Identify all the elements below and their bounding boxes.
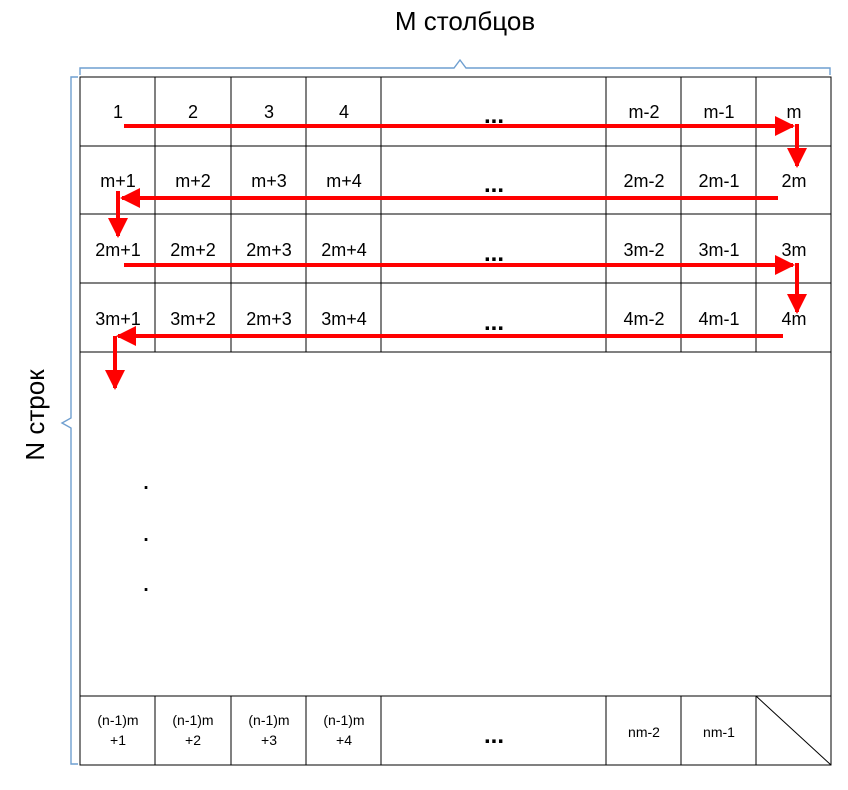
cell-r4-c4: 3m+4 (321, 309, 367, 329)
columns-title: M столбцов (394, 6, 536, 36)
cell-last-c3: (n-1)m +3 (248, 712, 290, 749)
cell-r3-c4: 2m+4 (321, 240, 367, 260)
columns-brace (80, 60, 830, 75)
cell-r3-c1: 2m+1 (95, 240, 141, 260)
rows-brace (62, 77, 78, 764)
cell-r4-m1: 4m-1 (698, 309, 740, 329)
cell-r3-m1: 3m-1 (698, 240, 740, 260)
ellipsis-r1: ... (483, 102, 504, 129)
cell-r3-c2: 2m+2 (170, 240, 216, 260)
vertical-dot: . (142, 464, 150, 495)
cell-r1-c3: 3 (263, 102, 274, 122)
cell-r4-c2: 3m+2 (170, 309, 216, 329)
cell-r2-m1: 2m-1 (698, 171, 740, 191)
vertical-dot: . (142, 566, 150, 597)
cell-r3-m: 3m (781, 240, 807, 260)
cell-last-c4: (n-1)m +4 (323, 712, 365, 749)
cell-r4-c3: 2m+3 (246, 309, 292, 329)
cell-r2-m2: 2m-2 (623, 171, 665, 191)
cell-last-m1: nm-1 (703, 724, 735, 740)
cell-r3-c3: 2m+3 (246, 240, 292, 260)
cell-r1-m1: m-1 (703, 102, 735, 122)
cell-r1-c2: 2 (187, 102, 198, 122)
cell-r1-m: m (786, 102, 802, 122)
cell-r2-c3: m+3 (251, 171, 287, 191)
cell-r4-m: 4m (781, 309, 807, 329)
last-cell-diagonal (756, 696, 831, 765)
cell-r4-c1: 3m+1 (95, 309, 141, 329)
cell-r2-c4: m+4 (326, 171, 362, 191)
cell-r2-c1: m+1 (100, 171, 136, 191)
cell-r1-c1: 1 (112, 102, 123, 122)
ellipsis-r3: ... (483, 240, 504, 267)
cell-r3-m2: 3m-2 (623, 240, 665, 260)
ellipsis-r4: ... (483, 309, 504, 336)
cell-last-c1: (n-1)m +1 (97, 712, 139, 749)
ellipsis-r2: ... (483, 171, 504, 198)
cell-r1-m2: m-2 (628, 102, 660, 122)
vertical-dot: . (142, 516, 150, 547)
cell-last-m2: nm-2 (628, 724, 660, 740)
cell-r2-m: 2m (781, 171, 807, 191)
cell-r4-m2: 4m-2 (623, 309, 665, 329)
ellipsis-last: ... (483, 722, 504, 749)
cell-r1-c4: 4 (338, 102, 349, 122)
cell-last-c2: (n-1)m +2 (172, 712, 214, 749)
rows-title: N строк (20, 369, 50, 461)
cell-r2-c2: m+2 (175, 171, 211, 191)
